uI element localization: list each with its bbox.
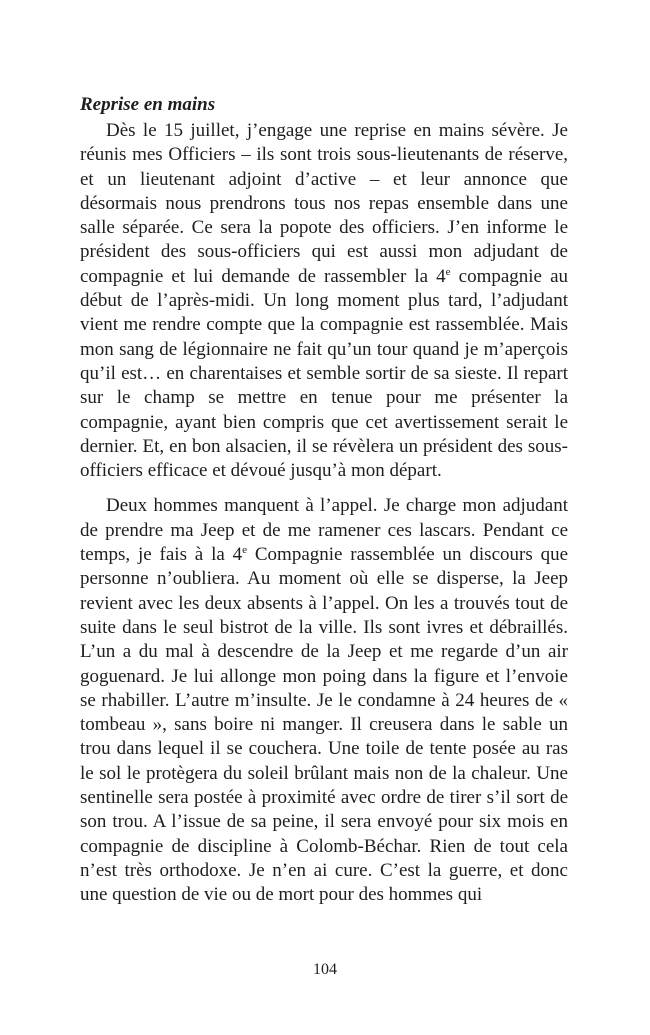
paragraph: Dès le 15 juillet, j’engage une reprise en mains sévère. Je réunis mes Officiers – ils sont trois sous-lieutenants de réserve, et un lieutenant adjoint d’active – et leur annonce que désormais nous prendrons tous nos repas ensemble dans une salle séparée. Ce sera la popote des officiers. J’en informe le président des sous-officiers qui est aussi mon adjudant de compagnie et lui demande de rassembler la 4e compagnie au début de l’après-midi. Un long moment plus tard, l’adjudant vient me rendre compte que la compagnie est rassemblée. Mais mon sang de légionnaire ne fait qu’un tour quand je m’aperçois qu’il est… en charentaises et semble sortir de sa sieste. Il repart sur le champ se mettre en tenue pour me présenter la compagnie, ayant bien compris que cet avertissement serait le dernier. Et, en bon alsacien, il se révèlera un président des sous-officiers efficace et dévoué jusqu’à mon départ. [80, 120, 568, 482]
page-number: 104 [313, 961, 337, 978]
paragraph: Deux hommes manquent à l’appel. Je charge mon adjudant de prendre ma Jeep et de me ramener ces lascars. Pendant ce temps, je fais à la 4e Compagnie rassemblée un discours que personne n’oubliera. Au moment où elle se disperse, la Jeep revient avec les deux absents à l’appel. On les a trouvés tout de suite dans le seul bistrot de la ville. Ils sont ivres et débraillés. L’un a du mal à descendre de la Jeep et me regarde d’un air goguenard. Je lui allonge mon poing dans la figure et l’envoie se rhabiller. L’autre m’insulte. Je le condamne à 24 heures de « tombeau », sans boire ni manger. Il creusera dans le sable un trou dans lequel il se couchera. Une toile de tente posée au ras le sol le protègera du soleil brûlant mais non de la chaleur. Une sentinelle sera postée à proximité avec ordre de tirer s’il sort de son trou. A l’issue de sa peine, il sera envoyé pour six mois en compagnie de discipline à Colomb-Béchar. Rien de tout cela n’est très orthodoxe. Je n’en ai cure. C’est la guerre, et donc une question de vie ou de mort pour des hommes qui [80, 495, 568, 906]
page-content [80, 92, 568, 908]
section-title: Reprise en mains [80, 94, 216, 115]
